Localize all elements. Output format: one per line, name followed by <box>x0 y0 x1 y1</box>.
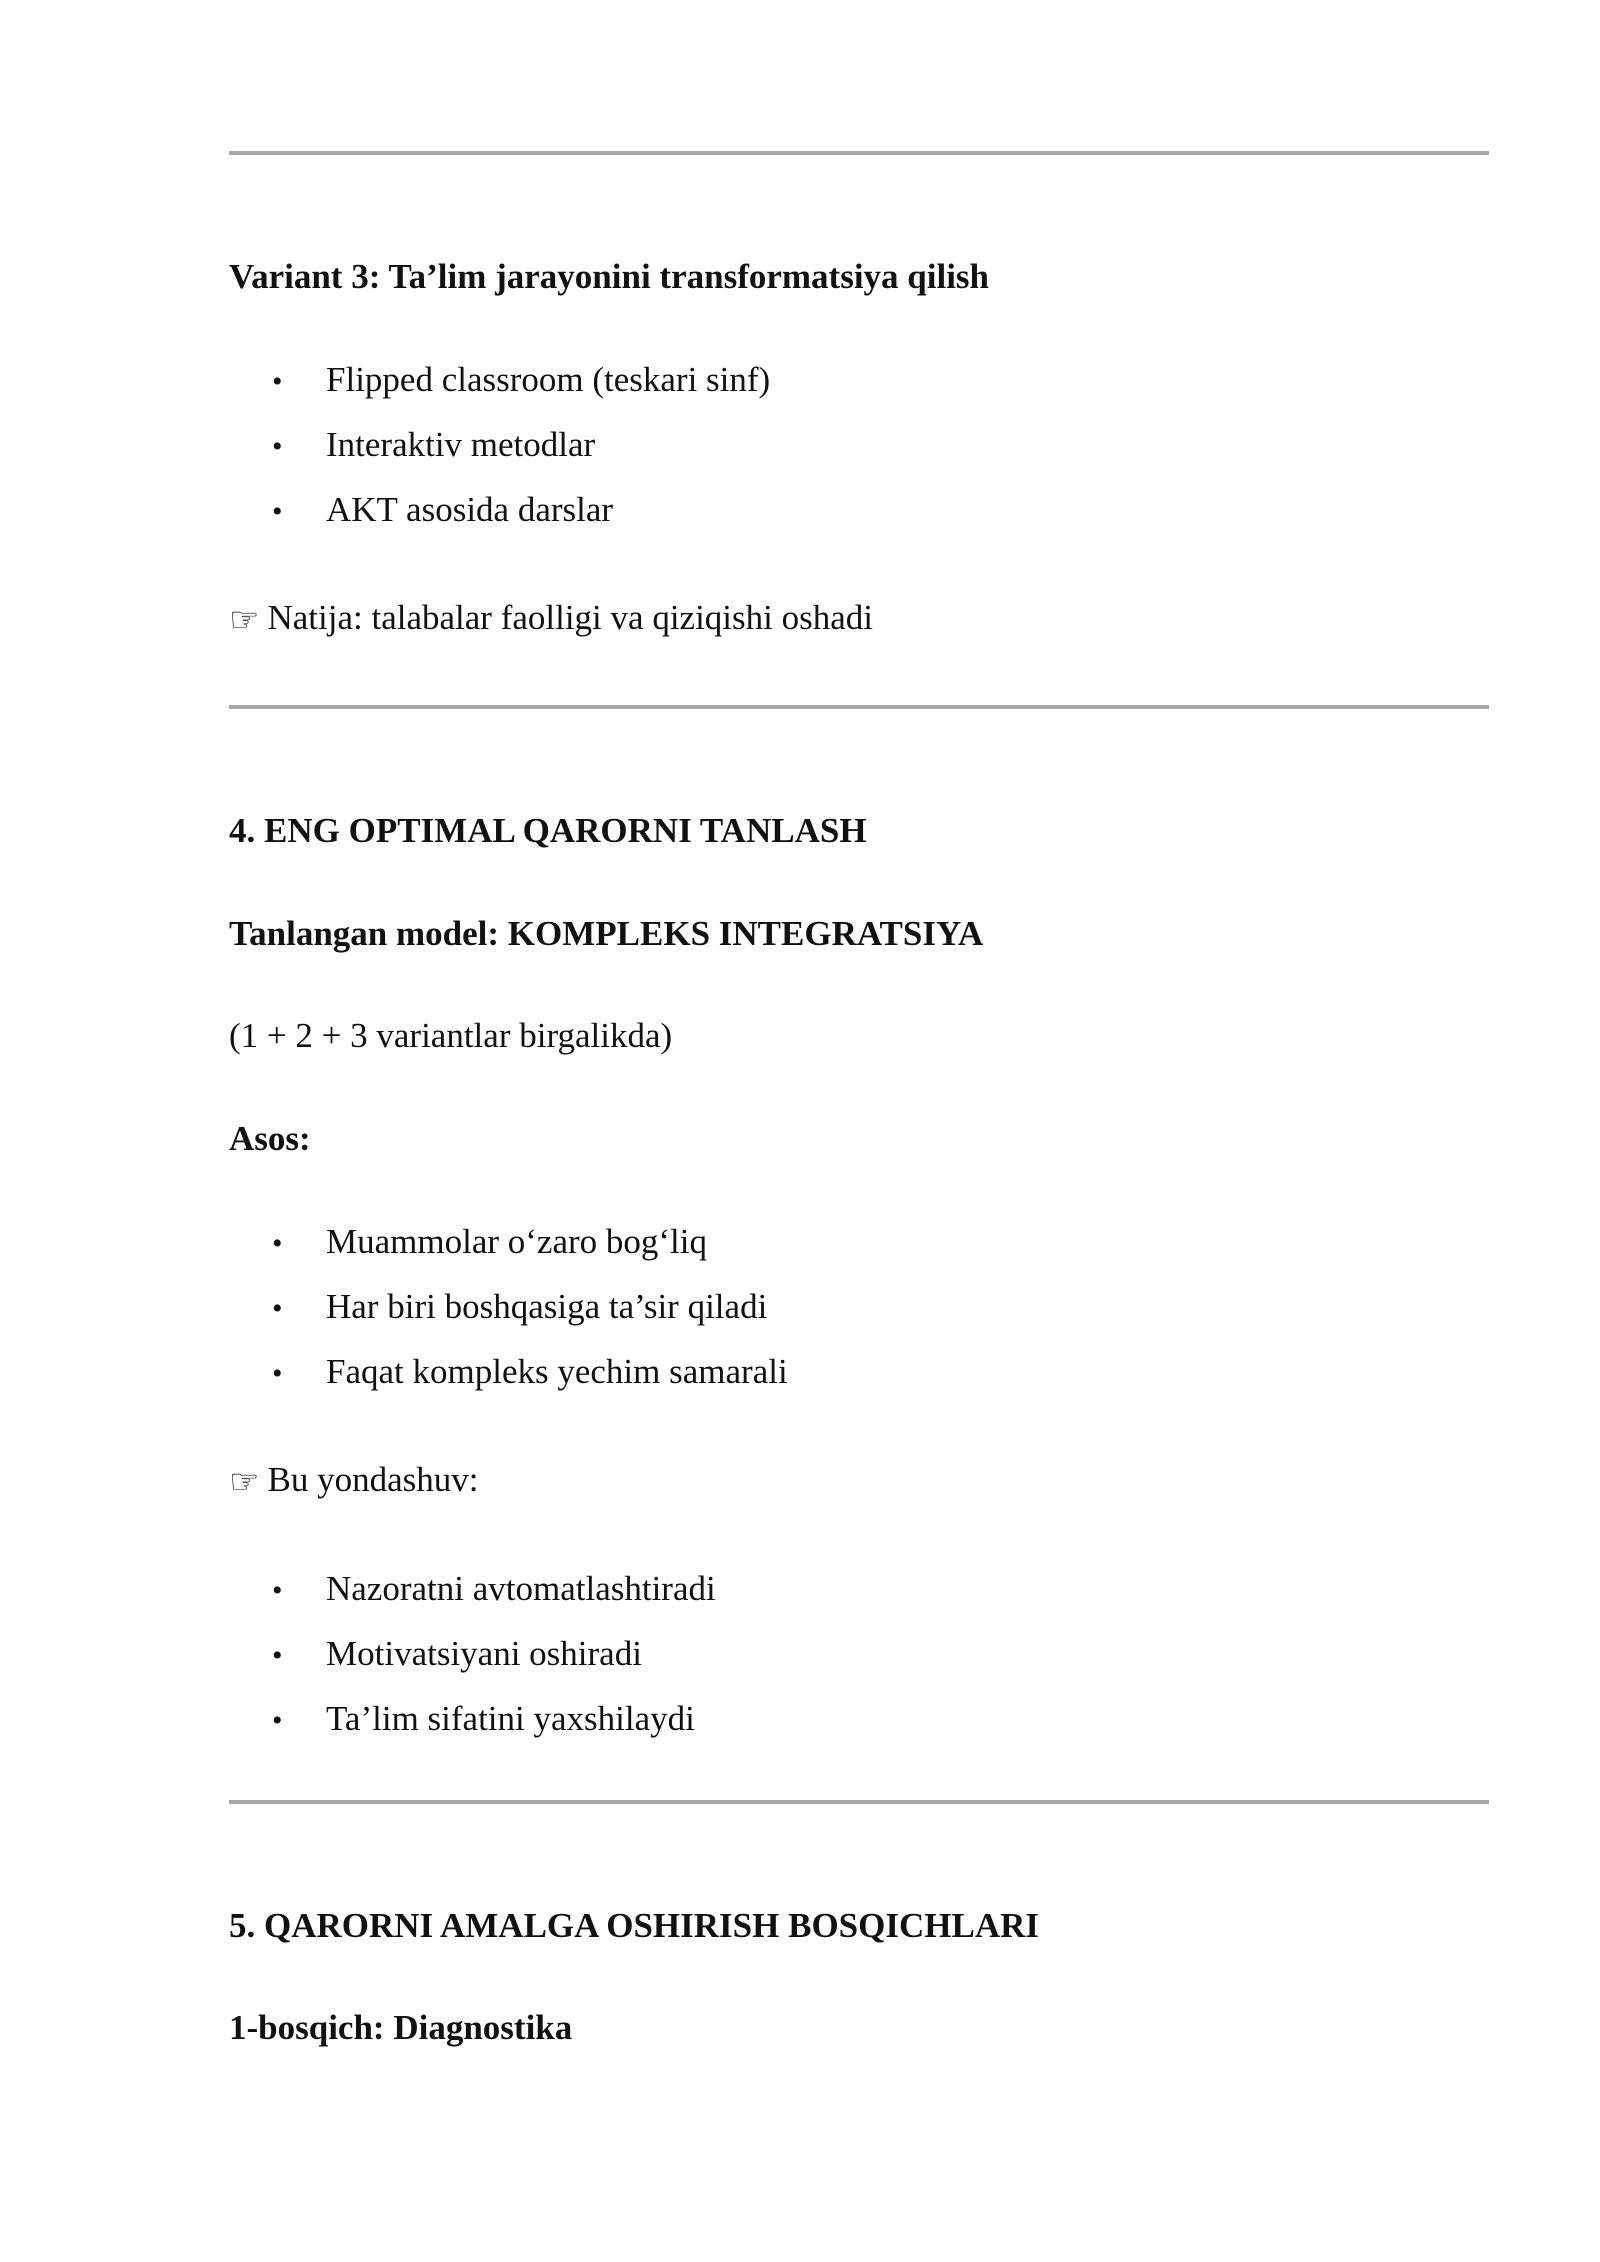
list-item <box>272 1632 642 1678</box>
list-item <box>272 1567 716 1613</box>
bullet-dot-icon: • <box>272 1227 283 1260</box>
list-item-text: Motivatsiyani oshiradi <box>326 1634 642 1673</box>
pointing-hand-icon: ☞ <box>229 1462 260 1502</box>
list-item-text: Flipped classroom (teskari sinf) <box>326 360 771 399</box>
list-item <box>272 488 613 534</box>
approach-label <box>229 1458 478 1502</box>
section4-heading: 4. ENG OPTIMAL QARORNI TANLASH <box>229 811 867 850</box>
list-item <box>272 423 595 469</box>
pointing-hand-icon: ☞ <box>229 600 260 640</box>
section5-heading: 5. QARORNI AMALGA OSHIRISH BOSQICHLARI <box>229 1906 1040 1945</box>
horizontal-rule <box>229 705 1489 709</box>
selected-model: Tanlangan model: KOMPLEKS INTEGRATSIYA <box>229 914 984 953</box>
variant3-heading: Variant 3: Ta’lim jarayonini transformatsiya qilish <box>229 257 990 296</box>
model-note: (1 + 2 + 3 variantlar birgalikda) <box>229 1016 673 1055</box>
variant3-result <box>229 596 873 640</box>
result-text: Natija: talabalar faolligi va qiziqishi oshadi <box>267 598 873 637</box>
bullet-dot-icon: • <box>272 1292 283 1325</box>
bullet-dot-icon: • <box>272 1639 283 1672</box>
list-item-text: Interaktiv metodlar <box>326 425 596 464</box>
bullet-dot-icon: • <box>272 1704 283 1737</box>
horizontal-rule <box>229 151 1489 155</box>
list-item-text: Muammolar o‘zaro bog‘liq <box>326 1222 708 1261</box>
list-item <box>272 358 770 404</box>
list-item-text: AKT asosida darslar <box>326 490 614 529</box>
approach-label-text: Bu yondashuv: <box>267 1460 479 1499</box>
bullet-dot-icon: • <box>272 1357 283 1390</box>
list-item <box>272 1220 707 1266</box>
bullet-dot-icon: • <box>272 430 283 463</box>
horizontal-rule <box>229 1800 1489 1804</box>
basis-label: Asos: <box>229 1119 311 1158</box>
bullet-dot-icon: • <box>272 1574 283 1607</box>
list-item-text: Har biri boshqasiga ta’sir qiladi <box>326 1287 768 1326</box>
list-item-text: Ta’lim sifatini yaxshilaydi <box>326 1699 695 1738</box>
bullet-dot-icon: • <box>272 365 283 398</box>
list-item-text: Nazoratni avtomatlashtiradi <box>326 1569 716 1608</box>
list-item <box>272 1285 767 1331</box>
bullet-dot-icon: • <box>272 495 283 528</box>
list-item-text: Faqat kompleks yechim samarali <box>326 1352 788 1391</box>
stage1-heading: 1-bosqich: Diagnostika <box>229 2008 573 2047</box>
list-item <box>272 1697 695 1743</box>
list-item <box>272 1350 788 1396</box>
